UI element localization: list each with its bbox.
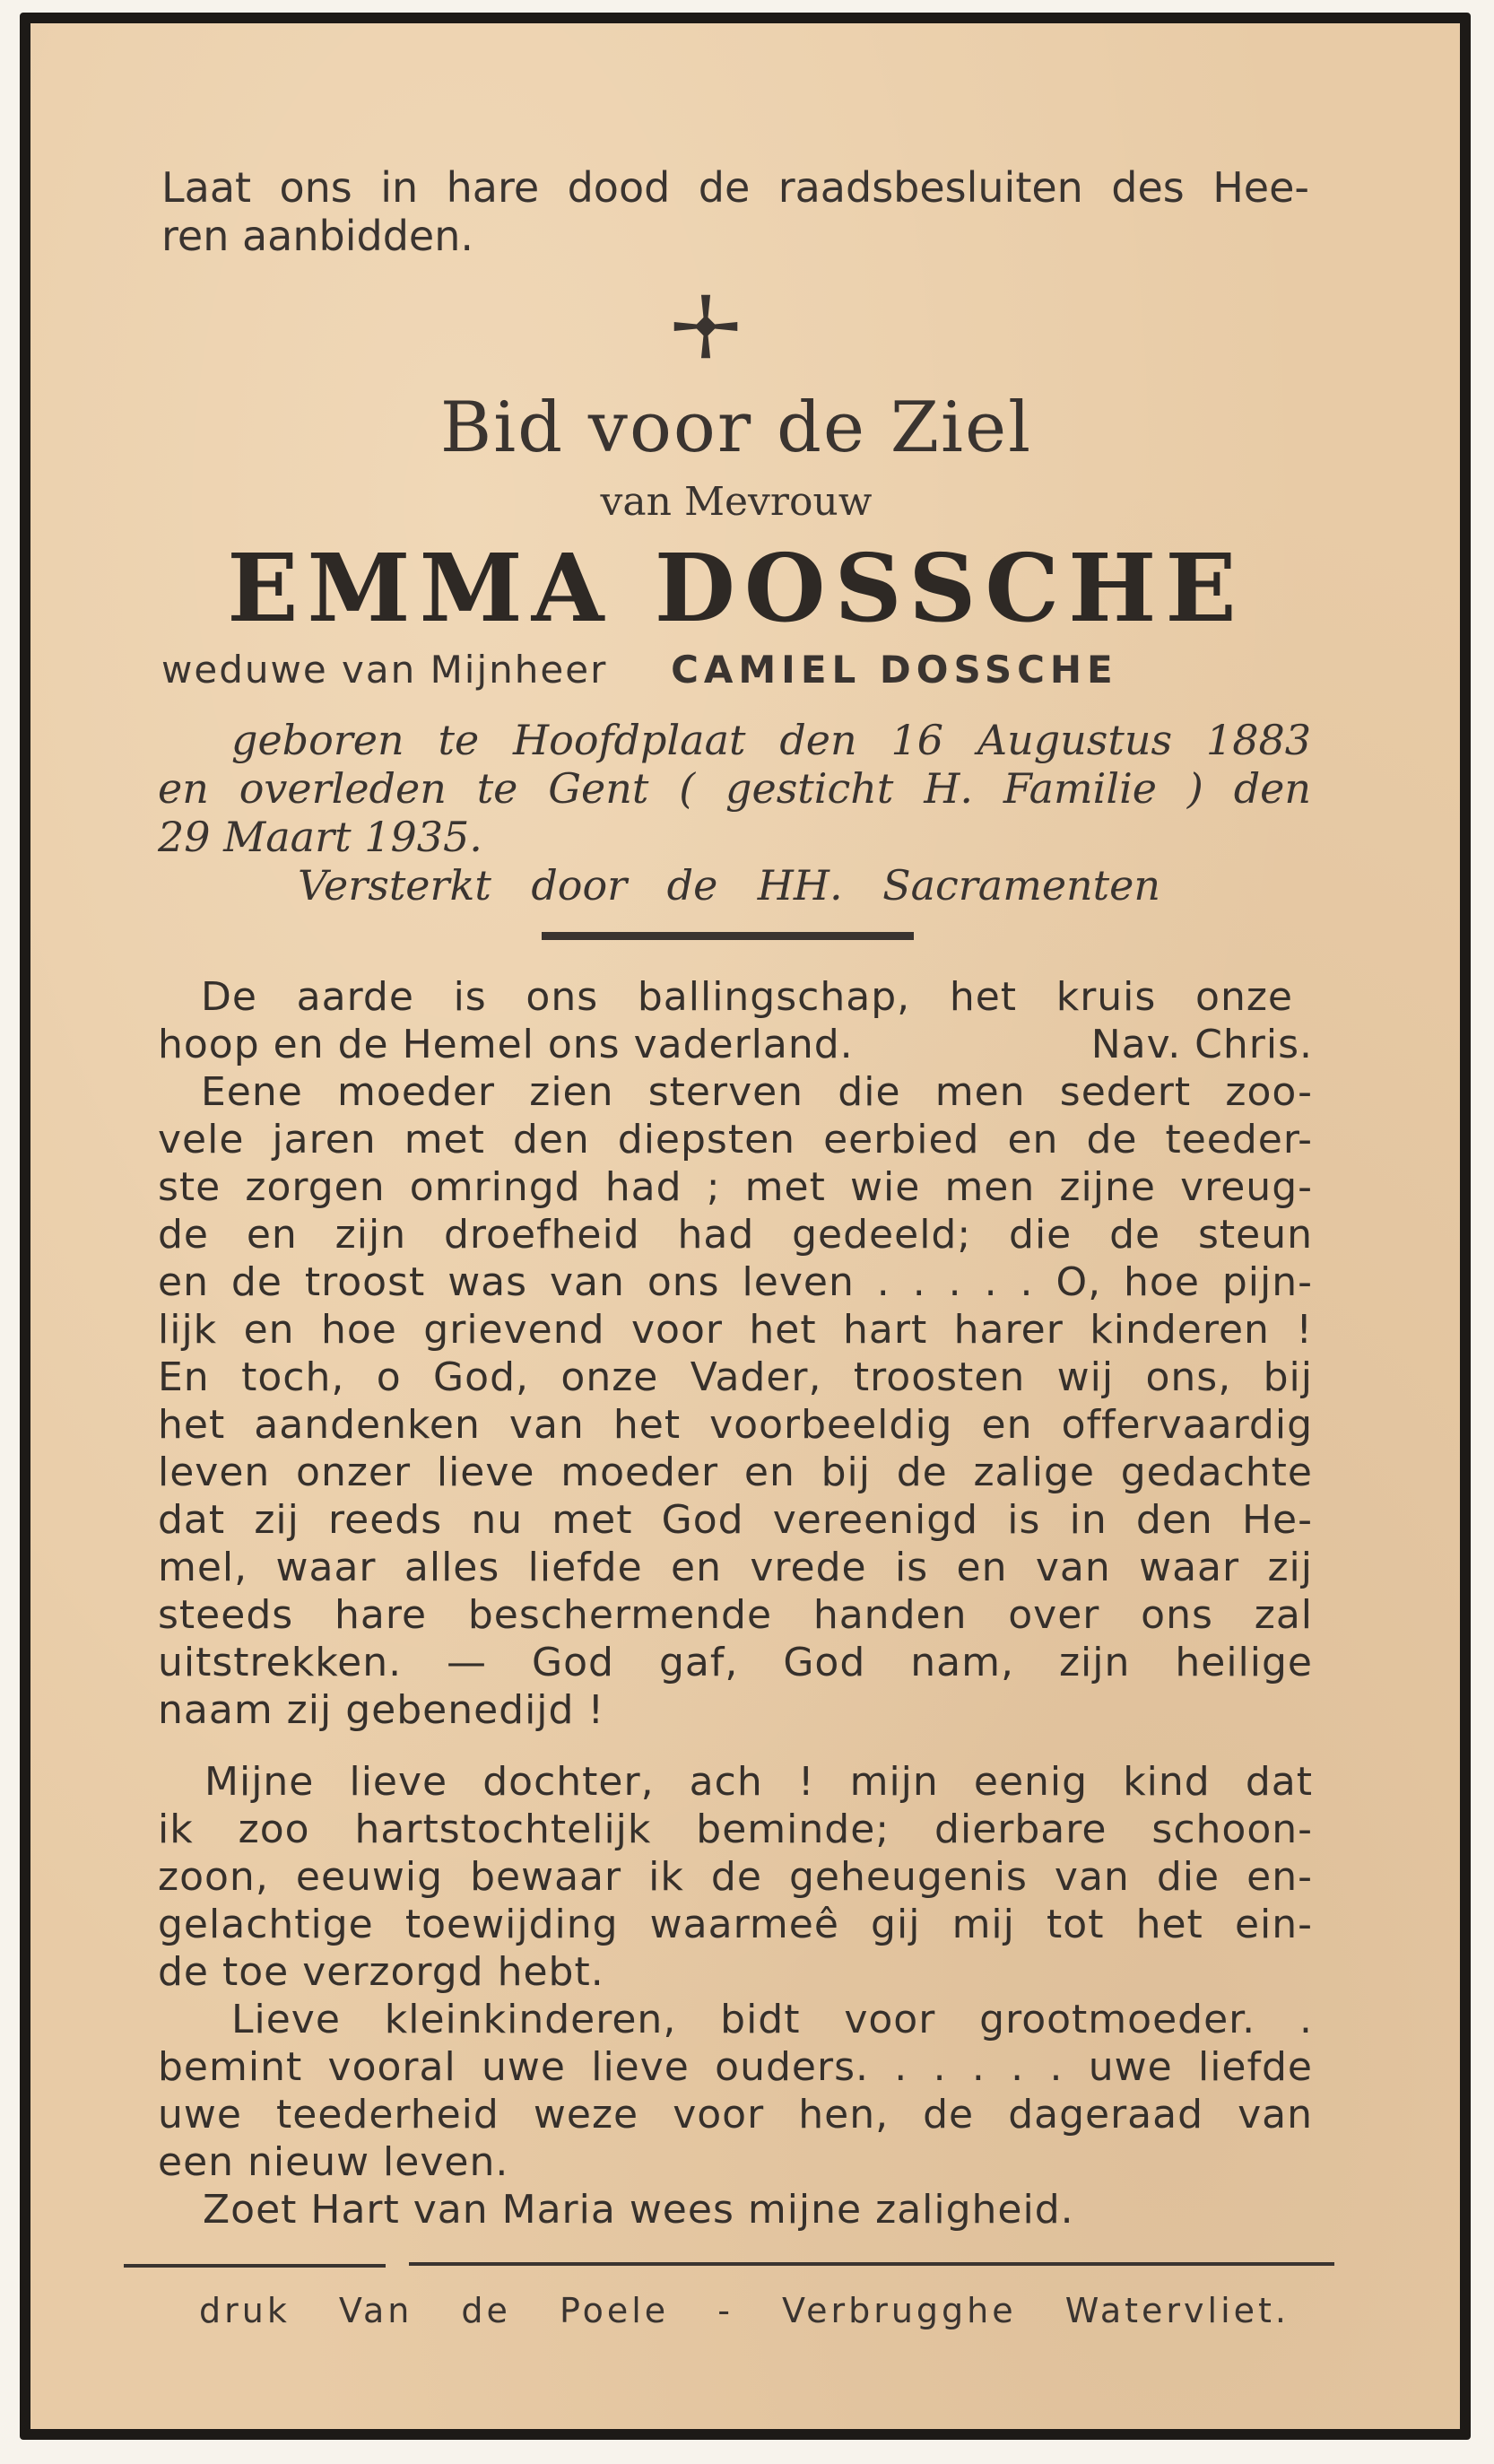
widow-prefix: weduwe van Mijnheer (161, 648, 608, 692)
paragraph-1-line: naam zij gebenedijd ! (158, 1687, 605, 1733)
paragraph-1-line: Eene moeder zien sterven die men sedert zoo- (201, 1069, 1313, 1115)
paragraph-1-line: dat zij reeds nu met God vereenigd is in den He- (158, 1497, 1313, 1543)
quote-line-1: De aarde is ons ballingschap, het kruis onze (201, 974, 1293, 1020)
paragraph-2-line: gelachtige toewijding waarmeê gij mij tot het ein- (158, 1902, 1313, 1947)
quote-text: hoop en de Hemel ons vaderland. (158, 1022, 854, 1067)
paragraph-1-line: uitstrekken. — God gaf, God nam, zijn heilige (158, 1640, 1313, 1685)
dates-line-3: 29 Maart 1935. (158, 813, 482, 861)
dates-line-2: en overleden te Gent ( gesticht H. Familie ) den (158, 764, 1311, 813)
paragraph-1-line: vele jaren met den diepsten eerbied en de teeder- (158, 1117, 1313, 1162)
paragraph-2-line: de toe verzorgd hebt. (158, 1949, 604, 1995)
paragraph-1-line: het aandenken van het voorbeeldig en offervaardig (158, 1402, 1313, 1448)
paragraph-1-line: lijk en hoe grievend voor het hart harer kinderen ! (158, 1307, 1313, 1353)
paragraph-2-line: zoon, eeuwig bewaar ik de geheugenis van die en- (158, 1854, 1313, 1900)
heading-van: van Mevrouw (600, 479, 873, 525)
dates-line-1: geboren te Hoofdplaat den 16 Augustus 1883 (231, 716, 1311, 764)
footer-rule-right (409, 2262, 1334, 2266)
paragraph-1-line: en de troost was van ons leven . . . . . O, hoe pijn- (158, 1259, 1313, 1305)
quote-attribution: Nav. Chris. (1090, 1022, 1313, 1067)
epigraph-line-2: ren aanbidden. (161, 212, 473, 260)
paragraph-3-line: Lieve kleinkinderen, bidt voor grootmoeder. . (231, 1997, 1313, 2042)
husband-name: CAMIEL DOSSCHE (671, 648, 1118, 692)
sacraments-line: Versterkt door de HH. Sacramenten (298, 861, 1160, 910)
paragraph-3-line: uwe teederheid weze voor hen, de dageraad van (158, 2092, 1313, 2137)
printer-line: druk Van de Poele - Verbrugghe Watervliet. (199, 2291, 1290, 2330)
paragraph-3-line: een nieuw leven. (158, 2139, 509, 2185)
divider-rule (542, 932, 914, 940)
heading-bid: Bid voor de Ziel (439, 387, 1033, 468)
paragraph-1-line: leven onzer lieve moeder en bij de zalige gedachte (158, 1450, 1313, 1495)
paragraph-1-line: En toch, o God, onze Vader, troosten wij ons, bij (158, 1354, 1313, 1400)
paragraph-1-line: steeds hare beschermende handen over ons zal (158, 1592, 1313, 1638)
cross-pattee-icon (668, 289, 743, 364)
footer-rule-left (124, 2264, 386, 2268)
deceased-name: EMMA DOSSCHE (227, 533, 1246, 643)
paragraph-2-line: ik zoo hartstochtelijk beminde; dierbare schoon- (158, 1807, 1313, 1852)
paragraph-3-line: bemint vooral uwe lieve ouders. . . . . . uwe liefde (158, 2044, 1313, 2090)
paragraph-1-line: mel, waar alles liefde en vrede is en van waar zij (158, 1545, 1313, 1590)
paragraph-1-line: de en zijn droefheid had gedeeld; die de steun (158, 1212, 1313, 1258)
quote-line-2 (158, 1021, 1313, 1068)
widow-line (161, 648, 1282, 692)
closing-line: Zoet Hart van Maria wees mijne zaligheid. (203, 2187, 1074, 2233)
epigraph-line-1: Laat ons in hare dood de raadsbesluiten des Hee- (161, 163, 1309, 212)
paragraph-2-line: Mijne lieve dochter, ach ! mijn eenig kind dat (204, 1759, 1313, 1805)
paragraph-1-line: ste zorgen omringd had ; met wie men zijne vreug- (158, 1164, 1313, 1210)
